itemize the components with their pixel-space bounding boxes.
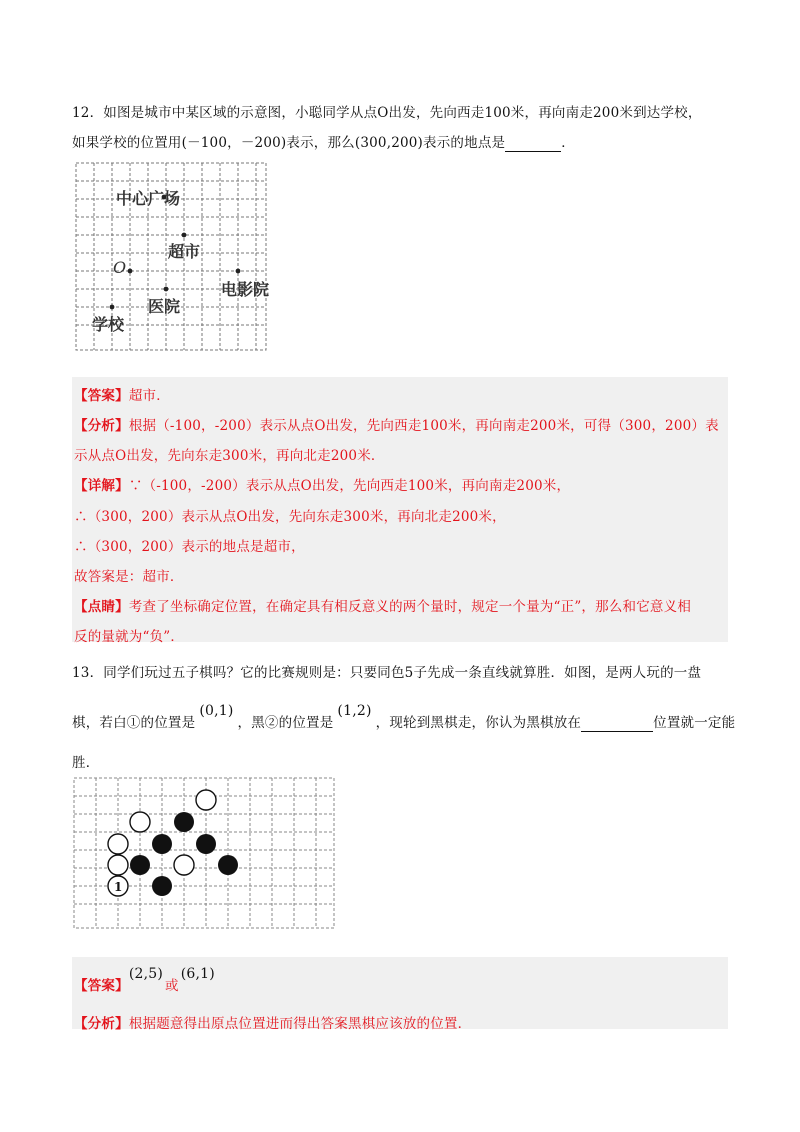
map-label-plaza: 中心广场 xyxy=(116,189,181,208)
cinema-point xyxy=(236,269,241,274)
q13-line2-d: 位置就一定能 xyxy=(653,715,736,731)
q12-answer-tag: 【答案】 xyxy=(74,388,129,404)
black-stone xyxy=(152,834,172,854)
supermarket-point xyxy=(182,233,187,238)
black-stone xyxy=(130,855,150,875)
q12-detail-line2: ∴（300，200）表示从点O出发，先向东走300米，再向北走200米， xyxy=(74,509,506,525)
q12-detail-text1: ∵（-100，-200）表示从点O出发，先向西走100米，再向南走200米， xyxy=(128,478,571,494)
white-stone xyxy=(130,812,150,832)
q12-answer xyxy=(74,384,170,404)
q13-answer-b: (6,1) xyxy=(180,966,215,982)
map-label-cinema: 电影院 xyxy=(221,280,270,299)
white-stone xyxy=(174,855,194,875)
q12-detail-line1 xyxy=(74,474,570,494)
q13-coord-black: (1,2) xyxy=(337,703,372,719)
q12-line2 xyxy=(72,131,575,152)
white-stone xyxy=(196,790,216,810)
origin-point xyxy=(128,269,133,274)
q13-line2 xyxy=(72,703,736,732)
q13-line2-a: 棋，若白①的位置是 xyxy=(72,715,196,731)
black-stone xyxy=(196,834,216,854)
map-label-hospital: 医院 xyxy=(148,297,181,316)
q12-line2-pre: 如果学校的位置用(－100，－200)表示，那么(300,200)表示的地点是 xyxy=(72,135,506,151)
white-stone-1-label: 1 xyxy=(114,880,123,894)
q13-analysis xyxy=(74,1012,471,1032)
q12-analysis-line1 xyxy=(74,414,719,434)
hospital-point xyxy=(164,287,169,292)
q12-detail-line4: 故答案是：超市． xyxy=(74,569,184,585)
map-label-school: 学校 xyxy=(92,315,125,334)
city-map-figure xyxy=(70,158,290,358)
q13-answer-tag: 【答案】 xyxy=(74,978,129,994)
black-stone xyxy=(174,812,194,832)
q13-line2-c: ，现轮到黑棋走，你认为黑棋放在 xyxy=(375,715,582,731)
q13-answer-blank xyxy=(581,715,653,732)
q12-comment-text1: 考查了坐标确定位置，在确定具有相反意义的两个量时，规定一个量为“正”，那么和它意义相 xyxy=(128,599,692,615)
white-stone xyxy=(108,855,128,875)
q13-analysis-tag: 【分析】 xyxy=(74,1016,129,1032)
q12-line1: 12．如图是城市中某区域的示意图，小聪同学从点O出发，先向西走100米，再向南走200米到达学校， xyxy=(72,105,702,121)
q13-answer-or: 或 xyxy=(165,978,179,994)
q12-line2-post: ． xyxy=(561,135,575,151)
q12-comment-line1 xyxy=(74,595,691,615)
map-label-origin: O xyxy=(113,258,127,277)
q13-line2-b: ，黑②的位置是 xyxy=(237,715,334,731)
q12-analysis-line2: 示从点O出发，先向东走300米，再向北走200米． xyxy=(74,448,385,464)
q12-detail-tag: 【详解】 xyxy=(74,478,129,494)
q13-coord-white: (0,1) xyxy=(199,703,234,719)
q12-answer-text: 超市． xyxy=(128,388,170,404)
q13-line1: 13．同学们玩过五子棋吗？它的比赛规则是：只要同色5子先成一条直线就算胜．如图，是两人玩的一盘 xyxy=(72,665,702,681)
q12-answer-blank xyxy=(505,135,561,152)
q13-answer xyxy=(74,966,215,994)
q13-answer-a: (2,5) xyxy=(128,966,164,982)
q13-line3: 胜． xyxy=(72,755,100,771)
q13-analysis-text: 根据题意得出原点位置进而得出答案黑棋应该放的位置． xyxy=(128,1016,472,1032)
gomoku-board-figure xyxy=(70,776,340,932)
white-stone xyxy=(108,834,128,854)
q12-analysis-tag: 【分析】 xyxy=(74,418,129,434)
black-stone xyxy=(218,855,238,875)
black-stone xyxy=(152,876,172,896)
q12-comment-tag: 【点睛】 xyxy=(74,599,129,615)
q12-detail-line3: ∴（300，200）表示的地点是超市， xyxy=(74,539,305,555)
map-label-supermarket: 超市 xyxy=(168,242,201,261)
q12-comment-line2: 反的量就为“负”． xyxy=(74,629,185,645)
q12-analysis-text1: 根据（-100，-200）表示从点O出发，先向西走100米，再向南走200米，可得（300，200）表 xyxy=(128,418,719,434)
school-point xyxy=(110,305,115,310)
